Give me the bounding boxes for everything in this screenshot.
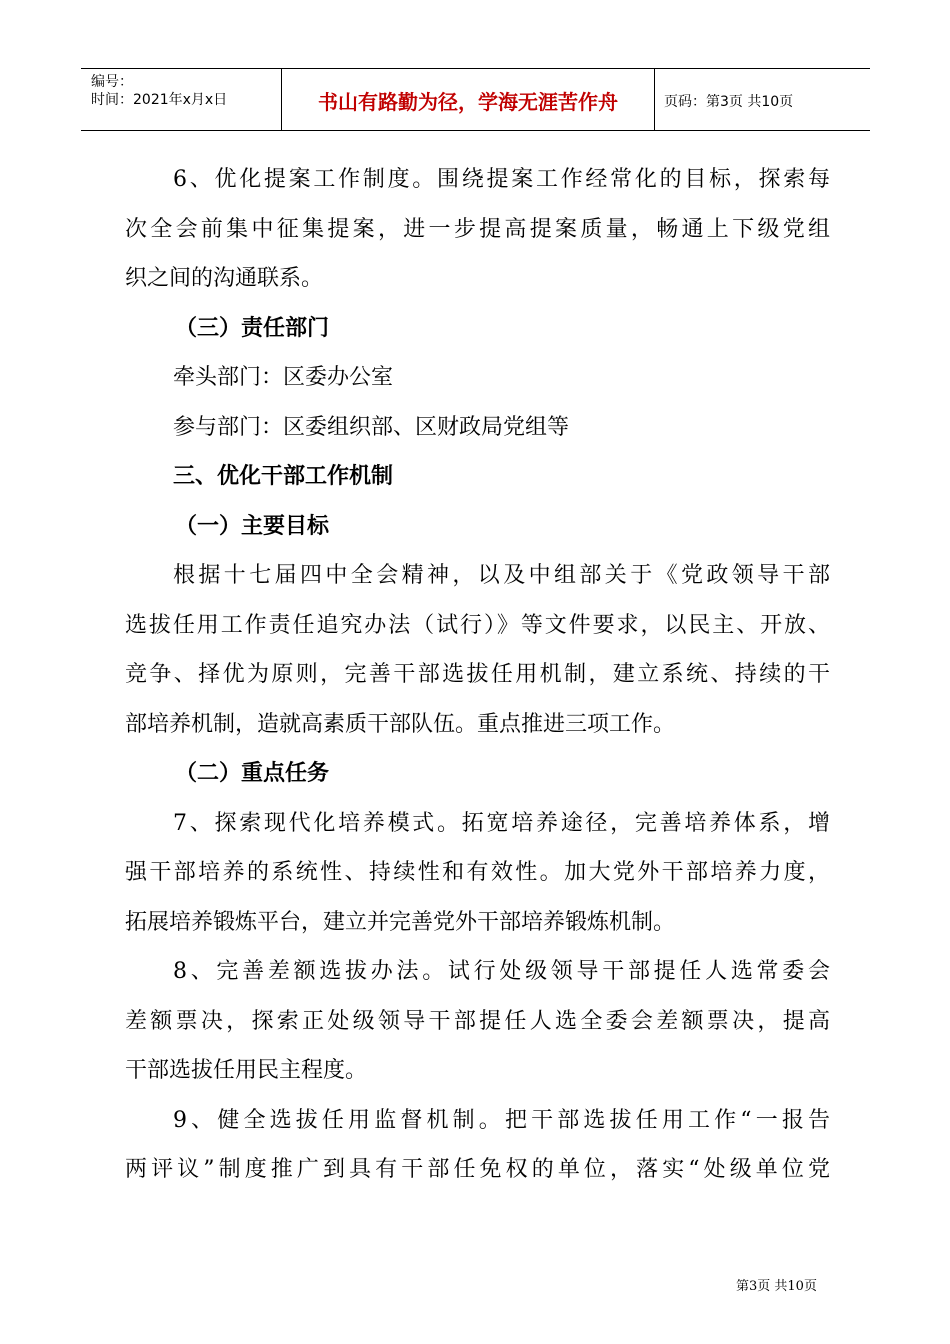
- section-heading: （三）责任部门: [175, 315, 330, 341]
- section-heading: 三、优化干部工作机制: [173, 464, 394, 489]
- header-page-info: 页码：第3页 共10页: [664, 94, 794, 110]
- header-page-cell: [654, 69, 870, 130]
- paragraph-line: 拓展培养锻炼平台，建立并完善党外干部培养锻炼机制。: [125, 909, 676, 935]
- document-body: [125, 152, 830, 1192]
- page-header: [81, 68, 870, 131]
- paragraph-line: 竞争、择优为原则，完善干部选拔任用机制，建立系统、持续的干: [125, 662, 830, 687]
- paragraph-line: 6、优化提案工作制度。围绕提案工作经常化的目标，探索每: [173, 167, 830, 192]
- section-heading: （一）主要目标: [175, 513, 330, 539]
- section-heading: （二）重点任务: [175, 761, 330, 786]
- header-motto-cell: [281, 69, 655, 130]
- paragraph-line: 8、完善差额选拔办法。试行处级领导干部提任人选常委会: [173, 959, 830, 984]
- paragraph-line: 牵头部门：区委办公室: [173, 365, 394, 390]
- paragraph-line: 强干部培养的系统性、持续性和有效性。加大党外干部培养力度，: [125, 860, 830, 885]
- page-footer: 第3页 共10页: [736, 1279, 817, 1294]
- paragraph-line: 差额票决，探索正处级领导干部提任人选全委会差额票决，提高: [125, 1008, 830, 1034]
- paragraph-line: 次全会前集中征集提案，进一步提高提案质量，畅通上下级党组: [125, 216, 830, 242]
- number-label: 编号：: [91, 74, 133, 90]
- header-meta: [81, 69, 281, 130]
- paragraph-line: 两评议”制度推广到具有干部任免权的单位，落实“处级单位党: [125, 1157, 830, 1182]
- paragraph-line: 7、探索现代化培养模式。拓宽培养途径，完善培养体系，增: [173, 810, 830, 836]
- paragraph-line: 干部选拔任用民主程度。: [125, 1058, 368, 1083]
- paragraph-line: 根据十七届四中全会精神，以及中组部关于《党政领导干部: [173, 563, 830, 588]
- paragraph-line: 织之间的沟通联系。: [125, 266, 324, 291]
- paragraph-line: 9、健全选拔任用监督机制。把干部选拔任用工作“一报告: [173, 1107, 830, 1133]
- paragraph-line: 选拔任用工作责任追究办法（试行）》等文件要求，以民主、开放、: [125, 612, 830, 638]
- paragraph-line: 参与部门：区委组织部、区财政局党组等: [173, 414, 570, 440]
- time-label: 时间：2021年x月x日: [91, 92, 228, 108]
- header-motto: 书山有路勤为径，学海无涯苦作舟: [318, 90, 618, 114]
- paragraph-line: 部培养机制，造就高素质干部队伍。重点推进三项工作。: [125, 711, 676, 737]
